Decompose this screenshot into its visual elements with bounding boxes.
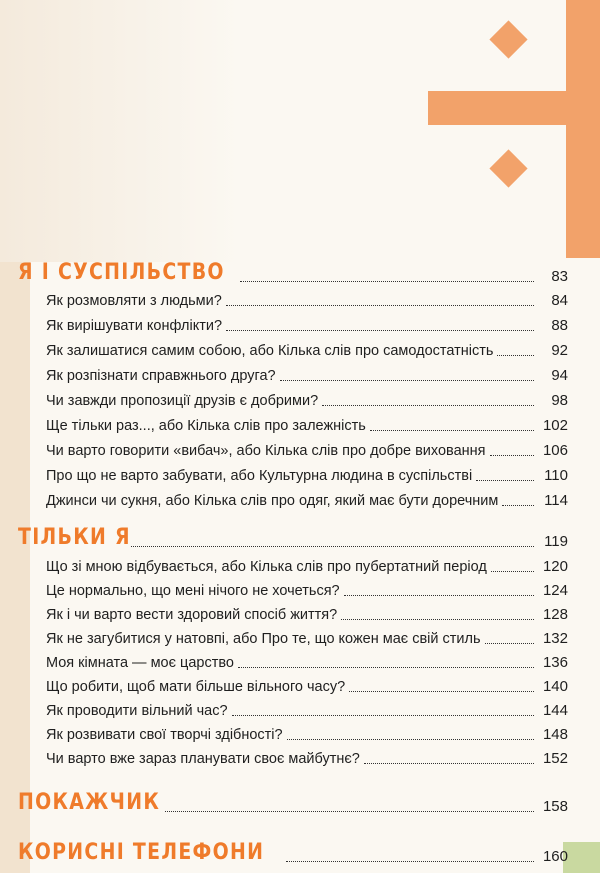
toc-entry[interactable] bbox=[46, 438, 568, 460]
toc-entry[interactable] bbox=[46, 388, 568, 410]
section-title: Я І СУСПІЛЬСТВО bbox=[18, 260, 225, 285]
page-number-badge bbox=[563, 842, 600, 873]
toc-entry[interactable] bbox=[46, 722, 568, 744]
page-number: 119 bbox=[544, 533, 568, 550]
entry-title: Як залишатися самим собою, або Кілька слів про самодостатність bbox=[46, 343, 494, 359]
entry-title: Ще тільки раз..., або Кілька слів про залежність bbox=[46, 418, 366, 434]
page-number: 120 bbox=[542, 558, 568, 575]
toc-entry[interactable] bbox=[46, 488, 568, 510]
toc-entry[interactable] bbox=[46, 578, 568, 600]
dot-leader bbox=[322, 405, 534, 406]
dot-leader bbox=[232, 715, 534, 716]
dot-leader bbox=[490, 455, 534, 456]
entry-title: Про що не варто забувати, або Культурна людина в суспільстві bbox=[46, 468, 473, 484]
entry-title: Як вирішувати конфлікти? bbox=[46, 318, 223, 334]
toc-entry[interactable] bbox=[46, 463, 568, 485]
dot-leader bbox=[491, 571, 534, 572]
dot-leader bbox=[226, 330, 534, 331]
section-title: ТІЛЬКИ Я bbox=[18, 525, 131, 550]
entry-title: Як розпізнати справжнього друга? bbox=[46, 368, 276, 384]
entry-title: Як розвивати свої творчі здібності? bbox=[46, 727, 283, 743]
entry-title: Чи варто говорити «вибач», або Кілька слів про добре виховання bbox=[46, 443, 486, 459]
entry-title: Це нормально, що мені нічого не хочеться? bbox=[46, 583, 340, 599]
page-number: 110 bbox=[544, 467, 568, 484]
page-number: 148 bbox=[542, 726, 568, 743]
toc-entry[interactable] bbox=[46, 626, 568, 648]
toc-entry[interactable] bbox=[46, 288, 568, 310]
dot-leader bbox=[165, 811, 534, 812]
dot-leader bbox=[238, 667, 534, 668]
entry-title: Як не загубитися у натовпі, або Про те, що кожен має свій стиль bbox=[46, 631, 481, 647]
page-number: 124 bbox=[542, 582, 568, 599]
page-number: 98 bbox=[551, 392, 568, 409]
dot-leader bbox=[485, 643, 534, 644]
dot-leader bbox=[497, 355, 534, 356]
page-number: 83 bbox=[551, 268, 568, 285]
decorative-vertical-bar bbox=[566, 0, 600, 258]
entry-title: Що робити, щоб мати більше вільного часу? bbox=[46, 679, 346, 695]
entry-title: Що зі мною відбувається, або Кілька слів про пубертатний період bbox=[46, 559, 487, 575]
page-number: 92 bbox=[551, 342, 568, 359]
entry-title: Як і чи варто вести здоровий спосіб життя? bbox=[46, 607, 338, 623]
toc-section-society[interactable] bbox=[18, 258, 568, 286]
page-number: 136 bbox=[542, 654, 568, 671]
toc-entry[interactable] bbox=[46, 698, 568, 720]
toc-section-only-me[interactable] bbox=[18, 523, 568, 551]
page-number: 94 bbox=[551, 367, 568, 384]
dot-leader bbox=[370, 430, 534, 431]
dot-leader bbox=[502, 505, 534, 506]
page-number: 114 bbox=[544, 492, 568, 509]
dot-leader bbox=[476, 480, 534, 481]
page-number: 160 bbox=[542, 848, 568, 865]
page-number: 88 bbox=[551, 317, 568, 334]
page-number: 132 bbox=[542, 630, 568, 647]
page-number: 144 bbox=[542, 702, 568, 719]
entry-title: Як проводити вільний час? bbox=[46, 703, 228, 719]
toc-entry[interactable] bbox=[46, 650, 568, 672]
toc-entry[interactable] bbox=[46, 554, 568, 576]
page-number: 106 bbox=[542, 442, 568, 459]
dot-leader bbox=[344, 595, 534, 596]
section-title: ПОКАЖЧИК bbox=[18, 790, 161, 815]
section-title: КОРИСНІ ТЕЛЕФОНИ bbox=[18, 840, 265, 865]
page-number: 84 bbox=[551, 292, 568, 309]
page-number: 158 bbox=[542, 798, 568, 815]
dot-leader bbox=[364, 763, 534, 764]
dot-leader bbox=[240, 281, 534, 282]
toc-entry[interactable] bbox=[46, 313, 568, 335]
dot-leader bbox=[226, 305, 534, 306]
toc-entry[interactable] bbox=[46, 363, 568, 385]
entry-title: Моя кімната — моє царство bbox=[46, 655, 234, 671]
toc-entry[interactable] bbox=[46, 413, 568, 435]
toc-entry[interactable] bbox=[46, 746, 568, 768]
page-number: 102 bbox=[542, 417, 568, 434]
page-number: 128 bbox=[542, 606, 568, 623]
left-margin-band bbox=[0, 262, 30, 873]
toc-entry[interactable] bbox=[46, 338, 568, 360]
page-number: 140 bbox=[542, 678, 568, 695]
dot-leader bbox=[341, 619, 534, 620]
decorative-horizontal-bar bbox=[428, 91, 600, 125]
dot-leader bbox=[131, 546, 534, 547]
entry-title: Чи варто вже зараз планувати своє майбутнє? bbox=[46, 751, 360, 767]
toc-entry[interactable] bbox=[46, 674, 568, 696]
dot-leader bbox=[287, 739, 534, 740]
dot-leader bbox=[280, 380, 534, 381]
toc-entry[interactable] bbox=[46, 602, 568, 624]
toc-section-useful-phones[interactable] bbox=[18, 838, 568, 866]
entry-title: Чи завжди пропозиції друзів є добрими? bbox=[46, 393, 319, 409]
dot-leader bbox=[286, 861, 534, 862]
entry-title: Як розмовляти з людьми? bbox=[46, 293, 222, 309]
toc-section-index[interactable] bbox=[18, 788, 568, 816]
entry-title: Джинси чи сукня, або Кілька слів про одяг, який має бути доречним bbox=[46, 493, 499, 509]
dot-leader bbox=[349, 691, 534, 692]
page-number: 152 bbox=[542, 750, 568, 767]
